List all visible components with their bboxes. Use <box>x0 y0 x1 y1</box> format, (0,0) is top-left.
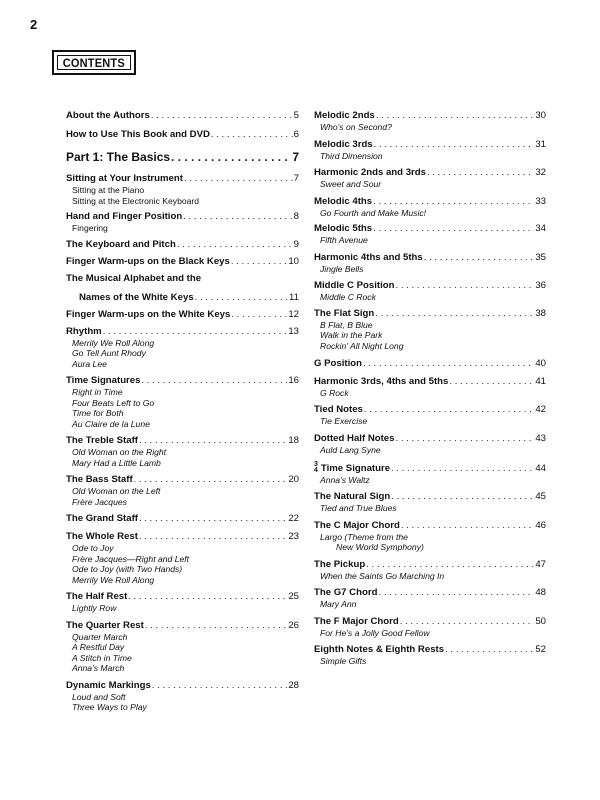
toc-entry-title <box>314 280 394 292</box>
toc-entry-title <box>314 110 375 122</box>
contents-heading-inner <box>57 55 131 70</box>
toc-page-number: 38 <box>535 307 546 319</box>
toc-subentry: Auld Lang Syne <box>320 445 381 455</box>
toc-entry <box>66 375 299 429</box>
dot-leader <box>134 474 288 486</box>
toc-subentry: Largo (Theme from the <box>320 531 408 542</box>
toc-entry-title <box>66 474 133 486</box>
dot-leader <box>445 644 534 656</box>
toc-entry-title-text: Harmonic 2nds and 3rds <box>314 167 426 178</box>
dot-leader <box>395 280 534 292</box>
toc-page-number: 11 <box>289 291 299 303</box>
toc-subentry: Sitting at the Piano <box>72 185 145 195</box>
toc-entry-title-text: Dynamic Markings <box>66 679 151 691</box>
toc-entry-line <box>66 531 299 543</box>
toc-entry-title-text: Harmonic 4ths and 5ths <box>314 251 423 263</box>
toc-entry-line <box>66 173 299 185</box>
toc-entry-line <box>314 139 546 151</box>
toc-entry-title-text: Hand and Finger Position <box>66 211 183 222</box>
toc-page-number: 12 <box>288 308 299 320</box>
toc-page-number: 31 <box>535 138 546 150</box>
dot-leader <box>364 404 534 416</box>
toc-entry-title-text: The Pickup <box>314 558 366 570</box>
toc-page-number: 35 <box>535 251 546 263</box>
toc-entry-line <box>314 491 546 503</box>
toc-entry-title-text: Time Signatures <box>66 375 141 386</box>
toc-subentry: Old Woman on the Right <box>72 447 167 457</box>
toc-entry-title <box>66 435 138 447</box>
toc-subentry: Right in Time <box>72 387 123 397</box>
dot-leader <box>391 463 534 475</box>
toc-entry-title-text: The Keyboard and Pitch <box>66 238 176 250</box>
toc-entry <box>314 196 546 219</box>
dot-leader <box>128 591 287 603</box>
toc-entry-title <box>314 139 373 151</box>
toc-page-number: 6 <box>293 129 299 140</box>
toc-subentry: Frère Jacques <box>72 496 127 507</box>
toc-entry-title-text: Melodic 3rds <box>314 138 373 150</box>
toc-subentry: For He's a Jolly Good Fellow <box>320 627 430 638</box>
toc-entry <box>66 309 299 321</box>
toc-page-number: 40 <box>535 358 546 369</box>
toc-entry-title <box>314 462 390 475</box>
toc-entry <box>314 308 546 352</box>
toc-entry-title <box>314 308 374 320</box>
dot-leader <box>366 559 534 571</box>
dot-leader <box>391 491 534 503</box>
toc-page-number: 45 <box>535 491 546 503</box>
toc-subentry: Frère Jacques—Right and Left <box>72 553 190 564</box>
toc-entry <box>314 433 546 456</box>
toc-subentry: Mary Had a Little Lamb <box>72 457 161 468</box>
toc-page-number: 10 <box>288 255 299 267</box>
toc-subentry: Fingering <box>72 223 108 233</box>
dot-leader <box>373 223 534 235</box>
toc-subentry: Mary Ann <box>320 599 357 610</box>
toc-subentry: Rockin' All Night Long <box>320 340 404 351</box>
toc-entry <box>314 252 546 275</box>
toc-subentry: Lightly Row <box>72 603 117 613</box>
toc-subentry: Aura Lee <box>72 358 107 369</box>
toc-entry-title <box>66 150 170 164</box>
toc-entry-line <box>66 680 299 692</box>
toc-right-column <box>314 104 546 667</box>
toc-entry-title <box>314 644 444 656</box>
toc-entry <box>66 292 299 304</box>
contents-heading: CONTENTS <box>62 55 126 70</box>
toc-subentry: Quarter March <box>72 631 128 642</box>
toc-subentry: Who's on Second? <box>320 122 392 132</box>
toc-entry-title <box>314 196 372 208</box>
dot-leader <box>374 139 535 151</box>
toc-page-number: 36 <box>535 280 546 291</box>
toc-entry-line <box>66 375 299 387</box>
toc-entry <box>66 129 299 141</box>
toc-subentry: Sitting at the Electronic Keyboard <box>72 195 200 206</box>
toc-entry-line <box>314 110 546 122</box>
toc-entry-line <box>66 211 299 223</box>
toc-entry-title <box>66 591 127 603</box>
toc-entry <box>314 139 546 162</box>
toc-entry-line <box>314 196 546 208</box>
toc-entry-title-text: G Position <box>314 358 362 369</box>
toc-entry-title-text: Rhythm <box>66 325 102 337</box>
toc-entry-line <box>66 292 299 304</box>
toc-page-number: 48 <box>535 587 546 599</box>
toc-entry <box>314 462 546 486</box>
dot-leader <box>376 110 535 122</box>
dot-leader <box>363 358 534 370</box>
toc-entry <box>314 520 546 553</box>
toc-page-number: 46 <box>535 519 546 531</box>
toc-entry-line <box>66 110 299 122</box>
toc-entry <box>66 110 299 122</box>
dot-leader <box>139 513 287 525</box>
toc-entry-title-text: The Flat Sign <box>314 307 375 319</box>
toc-entry-title <box>314 167 426 179</box>
toc-entry <box>66 173 299 206</box>
toc-entry <box>314 587 546 610</box>
toc-entry-title-text: Time Signature <box>320 462 391 474</box>
dot-leader <box>151 110 293 122</box>
toc-subentry: Go Tell Aunt Rhody <box>72 348 146 358</box>
toc-page-number: 20 <box>288 474 299 485</box>
toc-subentry: Merrily We Roll Along <box>72 337 155 348</box>
toc-entry-line <box>66 474 299 486</box>
toc-page-number: 8 <box>293 211 299 222</box>
toc-page-number: 28 <box>288 679 299 691</box>
toc-entry-title-text: Names of the White Keys <box>79 291 194 303</box>
toc-entry-title-text: Tied Notes <box>314 403 363 415</box>
dot-leader <box>145 620 287 632</box>
toc-entry-title <box>314 252 423 264</box>
toc-entry <box>314 559 546 582</box>
toc-entry <box>66 513 299 525</box>
toc-left-column <box>66 104 299 713</box>
toc-entry-title-text: Finger Warm-ups on the Black Keys <box>66 255 230 267</box>
toc-entry-title-text: The C Major Chord <box>314 519 400 531</box>
toc-entry-title-text: The Grand Staff <box>66 513 138 524</box>
toc-subentry: Old Woman on the Left <box>72 486 161 496</box>
toc-entry-title <box>314 587 377 599</box>
toc-entry-title-text: Part 1: The Basics <box>66 150 171 164</box>
toc-entry-title <box>314 559 365 571</box>
toc-entry-title-text: The Whole Rest <box>66 531 138 542</box>
toc-entry-title <box>314 433 394 445</box>
toc-page-number: 7 <box>292 150 299 164</box>
toc-entry-line <box>314 223 546 235</box>
dot-leader <box>424 252 535 264</box>
toc-entry-title <box>66 309 230 321</box>
time-signature-top: 3 <box>314 460 318 468</box>
dot-leader <box>141 375 287 387</box>
toc-subentry: G Rock <box>320 388 349 398</box>
toc-page-number: 7 <box>293 173 299 184</box>
toc-page-number: 43 <box>535 433 546 444</box>
toc-entry <box>66 680 299 713</box>
toc-entry-title <box>66 273 201 285</box>
toc-entry-title <box>66 531 138 543</box>
toc-page-number: 18 <box>288 435 299 446</box>
toc-subentry: Tie Exercise <box>320 415 368 426</box>
dot-leader <box>231 256 287 268</box>
toc-subentry: Walk in the Park <box>320 330 383 340</box>
toc-entry-line <box>66 326 299 338</box>
toc-entry-title-text: Eighth Notes & Eighth Rests <box>314 644 445 656</box>
toc-entry <box>314 491 546 514</box>
dot-leader <box>171 150 291 164</box>
toc-subentry: Loud and Soft <box>72 691 126 702</box>
toc-entry-line <box>314 616 546 628</box>
toc-page-number: 41 <box>535 376 546 387</box>
toc-page-number: 16 <box>288 375 299 386</box>
dot-leader <box>103 326 288 338</box>
toc-entry-title-text: Melodic 5ths <box>314 223 373 234</box>
toc-subentry: Go Fourth and Make Music! <box>320 207 427 218</box>
toc-entry <box>66 150 299 164</box>
toc-subentry: Au Claire de la Lune <box>72 418 150 429</box>
toc-entry-line <box>314 376 546 388</box>
toc-entry-line <box>314 308 546 320</box>
toc-entry-title-text: The Quarter Rest <box>66 619 144 631</box>
toc-entry-title <box>66 256 230 268</box>
toc-entry-title-text: Harmonic 3rds, 4ths and 5ths <box>314 376 449 387</box>
toc-entry <box>314 223 546 246</box>
toc-subentry: Four Beats Left to Go <box>72 397 155 408</box>
toc-entry <box>66 239 299 251</box>
toc-entry-line <box>314 587 546 599</box>
toc-page-number: 5 <box>293 110 299 121</box>
toc-subentry: Fifth Avenue <box>320 235 368 245</box>
toc-entry-line <box>66 150 299 164</box>
toc-entry-title-text: The Natural Sign <box>314 491 391 503</box>
toc-entry-title-text: How to Use This Book and DVD <box>66 129 210 140</box>
toc-entry <box>66 256 299 268</box>
dot-leader <box>195 292 288 304</box>
toc-page-number: 34 <box>535 223 546 234</box>
toc-entry-title <box>314 491 390 503</box>
dot-leader <box>177 239 293 251</box>
toc-subentry: Simple Gifts <box>320 656 367 667</box>
page-number: 2 <box>30 17 38 32</box>
toc-entry-line <box>66 513 299 525</box>
toc-entry-line <box>314 167 546 179</box>
toc-subentry: A Restful Day <box>72 642 125 652</box>
dot-leader <box>183 211 292 223</box>
dot-leader <box>378 587 534 599</box>
toc-entry-title-text: Melodic 2nds <box>314 110 375 121</box>
toc-page-number: 22 <box>288 513 299 524</box>
toc-subentry: Third Dimension <box>320 150 383 161</box>
toc-entry <box>66 326 299 370</box>
toc-entry-line <box>66 309 299 321</box>
dot-leader <box>152 680 288 692</box>
toc-page-number: 33 <box>535 195 546 207</box>
toc-entry <box>66 435 299 468</box>
toc-entry <box>314 358 546 370</box>
time-signature-bottom: 4 <box>314 467 318 474</box>
dot-leader <box>427 167 534 179</box>
toc-entry <box>314 376 546 399</box>
toc-entry-title <box>66 239 176 251</box>
toc-entry-line <box>314 404 546 416</box>
toc-page-number: 42 <box>535 403 546 415</box>
toc-entry-title-text: The G7 Chord <box>314 587 378 599</box>
toc-entry-title-text: Dotted Half Notes <box>314 433 395 444</box>
toc-entry-line <box>314 358 546 370</box>
toc-entry-title-text: Sitting at Your Instrument <box>66 173 183 184</box>
toc-entry <box>314 110 546 133</box>
toc-entry-title <box>79 292 194 304</box>
dot-leader <box>139 435 287 447</box>
toc-entry <box>66 620 299 674</box>
toc-subentry: Anna's March <box>72 663 125 673</box>
toc-entry <box>314 616 546 639</box>
toc-entry-title <box>66 211 182 223</box>
toc-entry <box>314 404 546 427</box>
toc-entry-line <box>66 129 299 141</box>
toc-page-number: 30 <box>535 110 546 121</box>
toc-entry-title <box>314 520 400 532</box>
dot-leader <box>231 309 287 321</box>
toc-page-number: 50 <box>535 615 546 627</box>
toc-page-number: 25 <box>288 591 299 602</box>
toc-entry-title-text: About the Authors <box>66 110 150 121</box>
toc-page-number: 13 <box>288 325 299 337</box>
toc-entry-title-text: The Musical Alphabet and the <box>66 272 202 284</box>
dot-leader <box>373 196 534 208</box>
dot-leader <box>211 129 293 141</box>
toc-entry-title-text: Middle C Position <box>314 280 395 291</box>
contents-heading-box <box>52 50 136 75</box>
toc-entry-title <box>314 404 363 416</box>
dot-leader <box>400 616 535 628</box>
dot-leader <box>449 376 534 388</box>
toc-entry-title-text: Melodic 4ths <box>314 195 373 207</box>
toc-subentry: B Flat, B Blue <box>320 319 373 330</box>
toc-subentry: Ode to Joy <box>72 543 114 553</box>
toc-entry-line <box>66 435 299 447</box>
toc-subentry: Sweet and Sour <box>320 179 382 189</box>
toc-entry-line <box>314 252 546 264</box>
toc-subentry: Tied and True Blues <box>320 503 397 514</box>
toc-entry-title <box>314 616 399 628</box>
toc-entry-line <box>314 280 546 292</box>
toc-entry-title <box>314 358 362 370</box>
toc-entry-line <box>314 462 546 475</box>
toc-subentry: Anna's Waltz <box>320 474 370 485</box>
toc-page-number: 23 <box>288 531 299 542</box>
toc-entry <box>66 531 299 585</box>
toc-entry-title <box>66 173 183 185</box>
dot-leader <box>375 308 534 320</box>
toc-subentry: When the Saints Go Marching In <box>320 570 445 581</box>
toc-entry-title <box>314 223 372 235</box>
toc-entry <box>66 273 299 285</box>
toc-entry <box>314 167 546 190</box>
toc-entry <box>314 644 546 667</box>
toc-entry <box>66 474 299 507</box>
toc-subentry: Ode to Joy (with Two Hands) <box>72 564 183 574</box>
toc-subentry: A Stitch in Time <box>72 652 132 663</box>
toc-entry-line <box>66 591 299 603</box>
dot-leader <box>395 433 534 445</box>
toc-subentry: Time for Both <box>72 408 124 418</box>
toc-entry-title <box>66 513 138 525</box>
toc-entry-title <box>66 620 144 632</box>
toc-entry-title <box>66 680 151 692</box>
toc-entry-title-text: Finger Warm-ups on the White Keys <box>66 308 231 320</box>
toc-page-number: 9 <box>293 238 299 250</box>
toc-page-number: 44 <box>535 462 546 474</box>
toc-subentry: New World Symphony) <box>336 542 424 553</box>
dot-leader <box>184 173 293 185</box>
toc-subentry: Jingle Bells <box>320 263 364 274</box>
toc-entry-title <box>66 375 140 387</box>
toc-entry <box>66 211 299 234</box>
toc-subentry: Middle C Rock <box>320 292 376 302</box>
toc-entry-title-text: The Bass Staff <box>66 474 133 485</box>
toc-entry <box>314 280 546 303</box>
toc-entry-line <box>66 273 299 285</box>
dot-leader <box>139 531 287 543</box>
toc-page-number: 52 <box>535 644 546 656</box>
toc-page-number: 26 <box>288 619 299 631</box>
toc-page-number: 32 <box>535 167 546 178</box>
toc-entry <box>66 591 299 614</box>
toc-entry-title <box>66 110 150 122</box>
toc-page-number: 47 <box>535 558 546 570</box>
toc-entry-title-text: The Treble Staff <box>66 435 138 446</box>
toc-entry-title-text: The Half Rest <box>66 591 128 602</box>
dot-leader <box>401 520 535 532</box>
toc-entry-line <box>66 620 299 632</box>
toc-entry-title-text: The F Major Chord <box>314 615 399 627</box>
toc-entry-line <box>314 520 546 532</box>
toc-entry-title <box>66 129 210 141</box>
toc-entry-line <box>66 256 299 268</box>
toc-entry-line <box>66 239 299 251</box>
toc-entry-line <box>314 644 546 656</box>
toc-entry-line <box>314 433 546 445</box>
time-signature-glyph <box>314 462 318 475</box>
toc-entry-title <box>314 376 448 388</box>
toc-entry-line <box>314 559 546 571</box>
toc-entry-title <box>66 326 102 338</box>
toc-subentry: Merrily We Roll Along <box>72 574 155 585</box>
toc-subentry: Three Ways to Play <box>72 702 147 712</box>
